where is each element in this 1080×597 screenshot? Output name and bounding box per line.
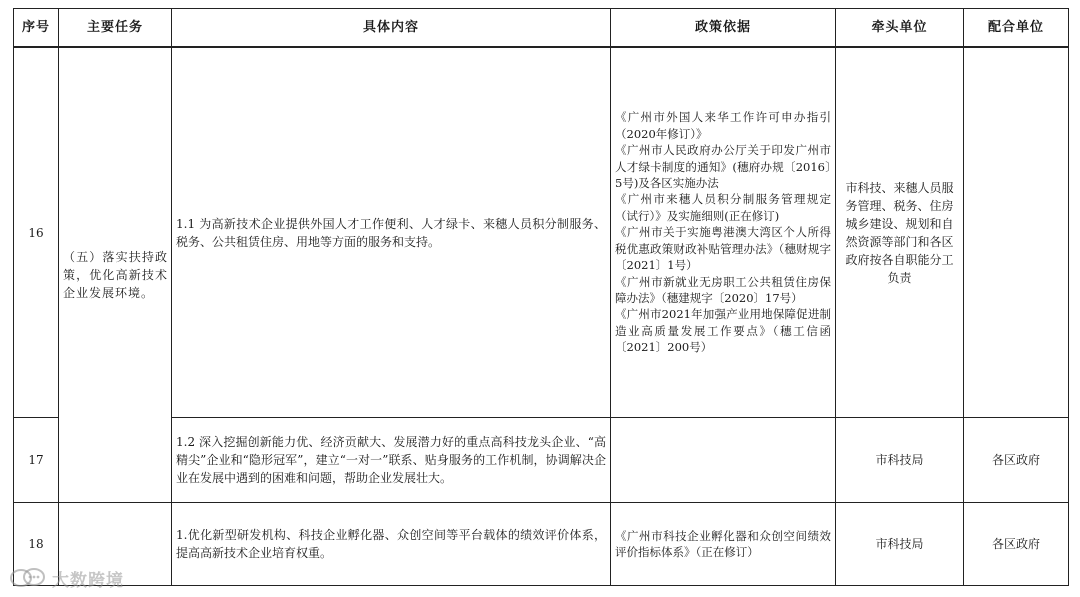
policy-basis-item: 《广州市2021年加强产业用地保障促进制造业高质量发展工作要点》（穗工信函〔2021〕200号） bbox=[615, 307, 831, 355]
lead-unit-cell: 市科技、来穗人员服务管理、税务、住房城乡建设、规划和自然资源等部门和各区政府按各自职能分工负责 bbox=[836, 47, 964, 418]
header-content: 具体内容 bbox=[172, 9, 611, 48]
policy-basis-cell bbox=[611, 47, 836, 418]
header-row bbox=[14, 9, 1069, 48]
policy-table bbox=[13, 8, 1069, 586]
header-coop: 配合单位 bbox=[964, 9, 1069, 48]
content-cell: 1.2 深入挖掘创新能力优、经济贡献大、发展潜力好的重点高科技龙头企业、“高精尖”企业和“隐形冠军”，建立“一对一”联系、贴身服务的工作机制，协调解决企业在发展中遇到的困难和问题，帮助企业发展壮大。 bbox=[172, 418, 611, 503]
policy-basis-item: 《广州市外国人来华工作许可申办指引（2020年修订）》 bbox=[615, 110, 831, 141]
policy-basis-item: 《广州市人民政府办公厅关于印发广州市人才绿卡制度的通知》(穗府办规〔2016〕5号)及各区实施办法 bbox=[615, 143, 831, 191]
header-basis: 政策依据 bbox=[611, 9, 836, 48]
header-lead: 牵头单位 bbox=[836, 9, 964, 48]
table-row bbox=[14, 47, 1069, 418]
row-number: 17 bbox=[14, 418, 59, 503]
policy-basis-item: 《广州市科技企业孵化器和众创空间绩效评价指标体系》（正在修订） bbox=[615, 528, 831, 559]
watermark bbox=[8, 565, 124, 591]
header-no: 序号 bbox=[14, 9, 59, 48]
watermark-text: 大数跨境 bbox=[52, 570, 124, 591]
row-number: 18 bbox=[14, 503, 59, 586]
coop-unit-cell: 各区政府 bbox=[964, 418, 1069, 503]
content-cell: 1.1 为高新技术企业提供外国人才工作便利、人才绿卡、来穗人员积分制服务、税务、公共租赁住房、用地等方面的服务和支持。 bbox=[172, 47, 611, 418]
policy-basis-item: 《广州市新就业无房职工公共租赁住房保障办法》（穗建规字〔2020〕17号） bbox=[615, 274, 831, 305]
policy-basis-cell bbox=[611, 503, 836, 586]
coop-unit-cell: 各区政府 bbox=[964, 503, 1069, 586]
lead-unit-cell: 市科技局 bbox=[836, 503, 964, 586]
row-number: 16 bbox=[14, 47, 59, 418]
content-cell: 1.优化新型研发机构、科技企业孵化器、众创空间等平台载体的绩效评价体系，提高高新技术企业培育权重。 bbox=[172, 503, 611, 586]
chat-bubble-logo-icon bbox=[8, 566, 48, 590]
lead-unit-cell: 市科技局 bbox=[836, 418, 964, 503]
table-row bbox=[14, 418, 1069, 503]
policy-basis-item: 《广州市来穗人员积分制服务管理规定（试行）》及实施细则(正在修订) bbox=[615, 192, 831, 223]
coop-unit-cell bbox=[964, 47, 1069, 418]
main-task: （五）落实扶持政策，优化高新技术企业发展环境。 bbox=[59, 47, 172, 503]
header-task: 主要任务 bbox=[59, 9, 172, 48]
table-row bbox=[14, 503, 1069, 586]
policy-basis-item: 《广州市关于实施粤港澳大湾区个人所得税优惠政策财政补贴管理办法》（穗财规字〔2021〕1号） bbox=[615, 225, 831, 273]
policy-basis-cell bbox=[611, 418, 836, 503]
